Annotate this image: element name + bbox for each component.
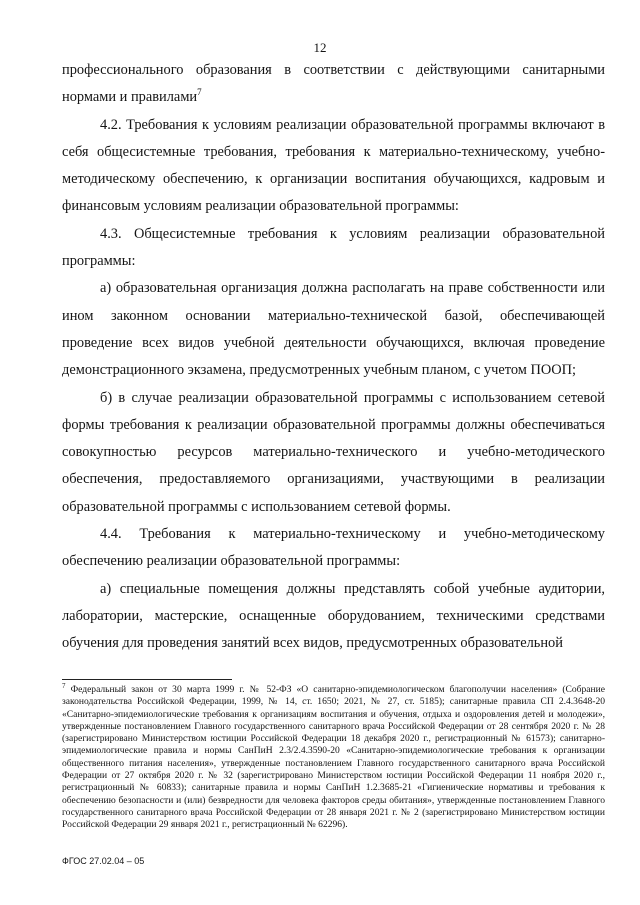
footnote-text: Федеральный закон от 30 марта 1999 г. № 52-ФЗ «О санитарно-эпидемиологическом благополучии населения» (Собрание законодательства Российской Федерации, 1999, № 14, ст. 1650; 2021, № 27, ст. 5185); санитарные правила СП 2.4.3648-20 «Санитарно-эпидемиологические требования к организациям воспитания и обучения, отдыха и оздоровления детей и молодежи», утвержденные постановлением Главного государственного санитарного врача Российской Федерации от 28 сентября 2020 г. № 28 (зарегистрировано Министерством юстиции Российской Федерации 18 декабря 2020 г., регистрационный № 61573); санитарно-эпидемиологические правила и нормы СанПиН 2.3/2.4.3590-20 «Санитарно-эпидемиологические требования к организации общественного питания населения», утвержденные постановлением Главного государственного санитарного врача Российской Федерации от 27 октября 2020 г. № 32 (зарегистрировано Министерством юстиции Российской Федерации 11 ноября 2020 г., регистрационный № 60833); санитарные правила и нормы СанПиН 1.2.3685-21 «Гигиенические нормативы и требования к обеспечению безопасности и (или) безвредности для человека факторов среды обитания», утвержденные постановлением Главного государственного санитарного врача Российской Федерации от 28 января 2021 г. № 2 (зарегистрировано Министерством юстиции Российской Федерации 29 января 2021 г., регистрационный № 62296). xyxy=(62,684,605,831)
document-code: ФГОС 27.02.04 – 05 xyxy=(62,856,145,866)
paragraph-text: профессионального образования в соответствии с действующими санитарными нормами и правилами xyxy=(62,62,605,106)
paragraph-4-3-b: б) в случае реализации образовательной программы с использованием сетевой формы требования к реализации образовательной программы должны обеспечиваться совокупностью ресурсов материально-технического и учебно-методического обеспечения, предоставляемого организациями, участвующими в реализации образовательной программы с использованием сетевой формы. xyxy=(62,389,605,515)
footnote-divider xyxy=(62,679,232,680)
paragraph-4-3-a: а) образовательная организация должна располагать на праве собственности или ином законном основании материально-технической базой, обеспечивающей проведение всех видов учебной деятельности обучающихся, включая проведение демонстрационного экзамена, предусмотренных учебным планом, с учетом ПООП; xyxy=(62,280,605,379)
document-body xyxy=(62,57,605,658)
paragraph-4-3: 4.3. Общесистемные требования к условиям реализации образовательной программы: xyxy=(62,225,605,270)
footnote-reference[interactable]: 7 xyxy=(197,87,202,98)
paragraph-continuation xyxy=(62,57,605,112)
paragraph-4-2: 4.2. Требования к условиям реализации образовательной программы включают в себя общесистемные требования, требования к материально-техническому, учебно-методическому обеспечению, к организации воспитания обучающихся, кадровым и финансовым условиям реализации образовательной программы: xyxy=(62,116,605,215)
page-number: 12 xyxy=(313,40,327,55)
footnote xyxy=(62,681,605,832)
paragraph-4-4: 4.4. Требования к материально-техническому и учебно-методическому обеспечению реализации образовательной программы: xyxy=(62,526,605,570)
footnote-marker: 7 xyxy=(62,681,66,690)
paragraph-4-4-a: а) специальные помещения должны представлять собой учебные аудитории, лаборатории, мастерские, оснащенные оборудованием, техническими средствами обучения для проведения занятий всех видов, предусмотренных образовательной xyxy=(62,580,605,652)
